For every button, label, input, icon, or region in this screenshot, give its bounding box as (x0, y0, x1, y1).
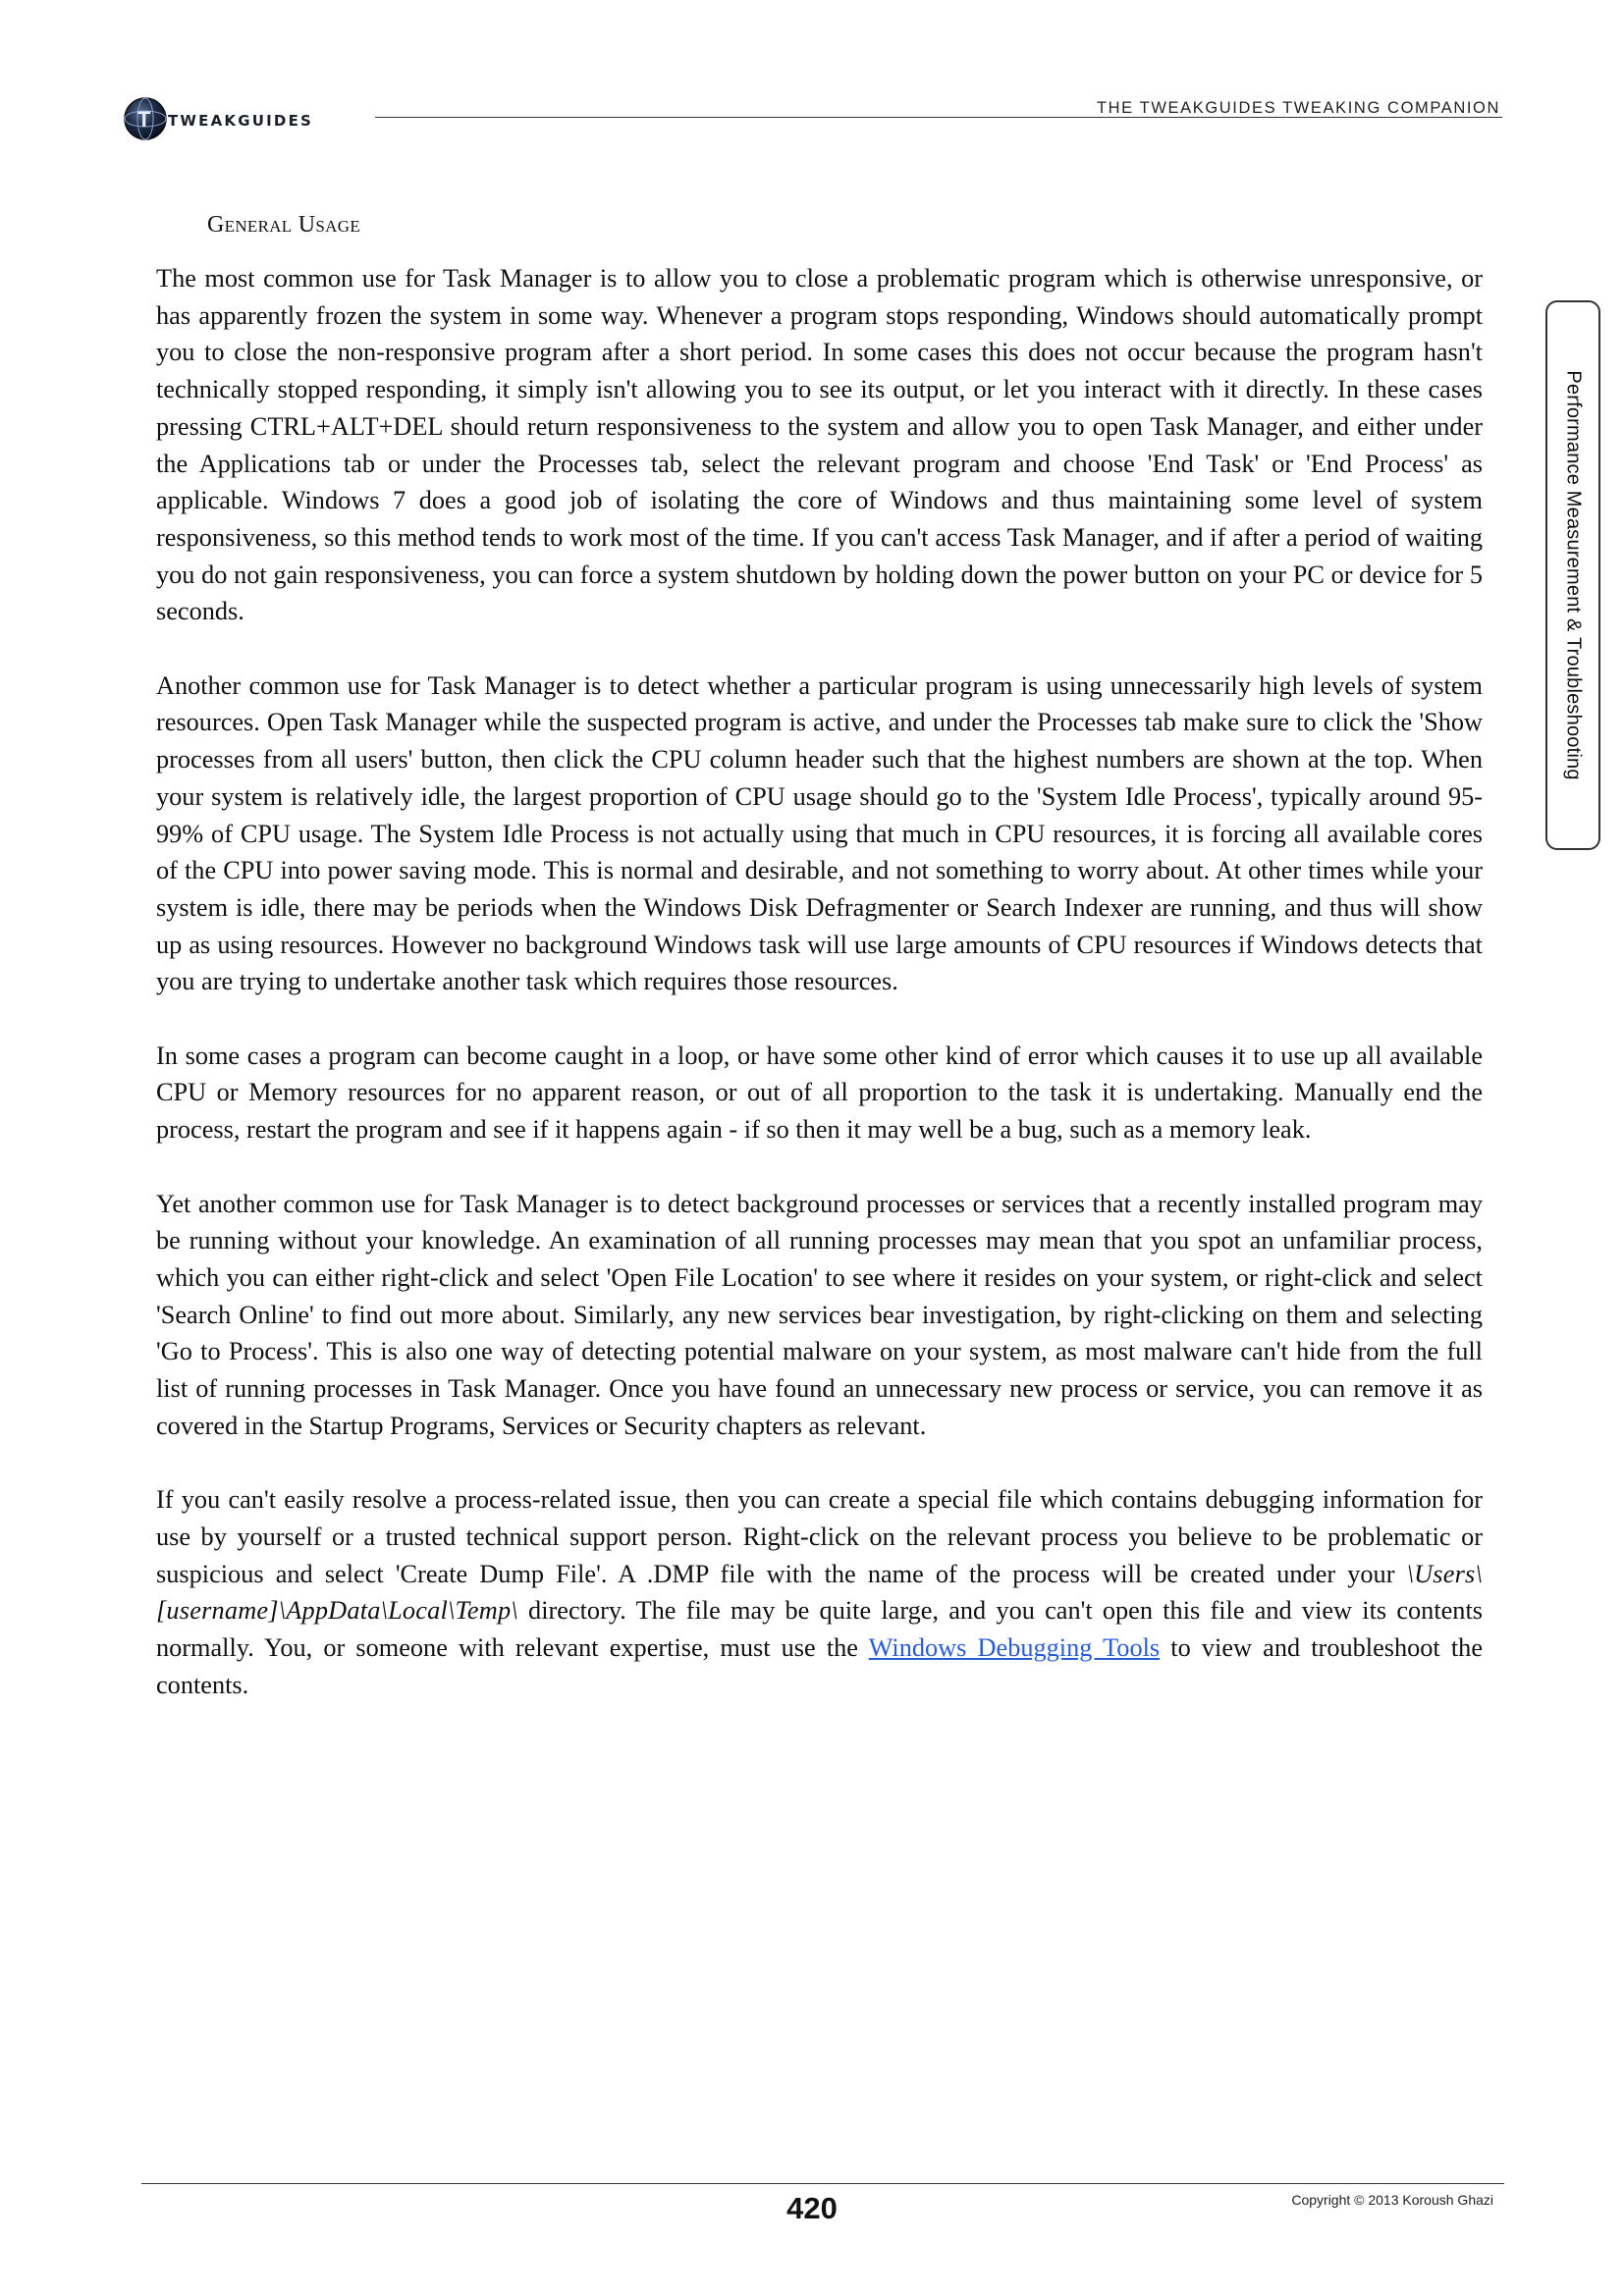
paragraph-dump-file (156, 1481, 1483, 1703)
copyright-notice: Copyright © 2013 Koroush Ghazi (1291, 2192, 1493, 2208)
paragraph-text: If you can't easily resolve a process-related issue, then you can create a special file which contains debugging information for use by yourself or a trusted technical support person. Right-click on the relevant process you believe to be problematic or suspicious and select 'Create Dump File'. A .DMP file with the name of the process will be created under your (156, 1485, 1483, 1588)
paragraph: The most common use for Task Manager is to allow you to close a problematic program which is otherwise unresponsive, or has apparently frozen the system in some way. Whenever a program stops responding, Windows should automatically prompt you to close the non-responsive program after a short period. In some cases this does not occur because the program hasn't technically stopped responding, it simply isn't allowing you to see its output, or let you interact with it directly. In these cases pressing CTRL+ALT+DEL should return responsiveness to the system and allow you to open Task Manager, and either under the Applications tab or under the Processes tab, select the relevant program and choose 'End Task' or 'End Process' as applicable. Windows 7 does a good job of isolating the core of Windows and thus maintaining some level of system responsiveness, so this method tends to work most of the time. If you can't access Task Manager, and if after a period of waiting you do not gain responsiveness, you can force a system shutdown by holding down the power button on your PC or device for 5 seconds. (156, 264, 1483, 626)
tweakguides-logo (122, 94, 367, 143)
body-text (156, 260, 1483, 1740)
running-header-title: THE TWEAKGUIDES TWEAKING COMPANION (1096, 99, 1500, 117)
chapter-side-tab-label: Performance Measurement & Troubleshooting (1562, 370, 1585, 780)
footer-rule (141, 2183, 1504, 2184)
page-number: 420 (786, 2191, 838, 2225)
svg-text:T: T (137, 107, 151, 132)
paragraph-text: directory. The file may be quite large, and you can't open this file and view its contents normally. You, or someone with relevant expertise, must use the (156, 1596, 1483, 1662)
paragraph: In some cases a program can become caught in a loop, or have some other kind of error which causes it to use up all available CPU or Memory resources for no apparent reason, or out of all proportion to the task it is undertaking. Manually end the process, restart the program and see if it happens again - if so then it may well be a bug, such as a memory leak. (156, 1041, 1483, 1145)
windows-debugging-tools-link[interactable]: Windows Debugging Tools (868, 1632, 1161, 1662)
paragraph-text: to view and troubleshoot the contents. (156, 1632, 1483, 1699)
paragraph: Yet another common use for Task Manager is to detect background processes or services that a recently installed program may be running without your knowledge. An examination of all running processes may mean that you spot an unfamiliar process, which you can either right-click and select 'Open File Location' to see where it resides on your system, or right-click and select 'Search Online' to find out more about. Similarly, any new services bear investigation, by right-clicking on them and selecting 'Go to Process'. This is also one way of detecting potential malware on your system, as most malware can't hide from the full list of running processes in Task Manager. Once you have found an unnecessary new process or service, you can remove it as covered in the Startup Programs, Services or Security chapters as relevant. (156, 1189, 1483, 1440)
paragraph: Another common use for Task Manager is to detect whether a particular program is using unnecessarily high levels of system resources. Open Task Manager while the suspected program is active, and under the Processes tab make sure to click the 'Show processes from all users' button, then click the CPU column header such that the highest numbers are shown at the top. When your system is relatively idle, the largest proportion of CPU usage should go to the 'System Idle Process', typically around 95-99% of CPU usage. The System Idle Process is not actually using that much in CPU resources, it is forcing all available cores of the CPU into power saving mode. This is normal and desirable, and not something to worry about. At other times while your system is idle, there may be periods when the Windows Disk Defragmenter or Search Indexer are running, and thus will show up as using resources. However no background Windows task will use large amounts of CPU resources if Windows detects that you are trying to undertake another task which requires those resources. (156, 670, 1483, 996)
logo-graphic (122, 94, 367, 143)
chapter-side-tab (1545, 300, 1600, 850)
logo-wordmark: TWEAKGUIDES (168, 112, 314, 130)
section-heading: General Usage (207, 212, 361, 238)
temp-directory-path: \Users\[username]\AppData\Local\Temp\ (156, 1559, 1483, 1626)
